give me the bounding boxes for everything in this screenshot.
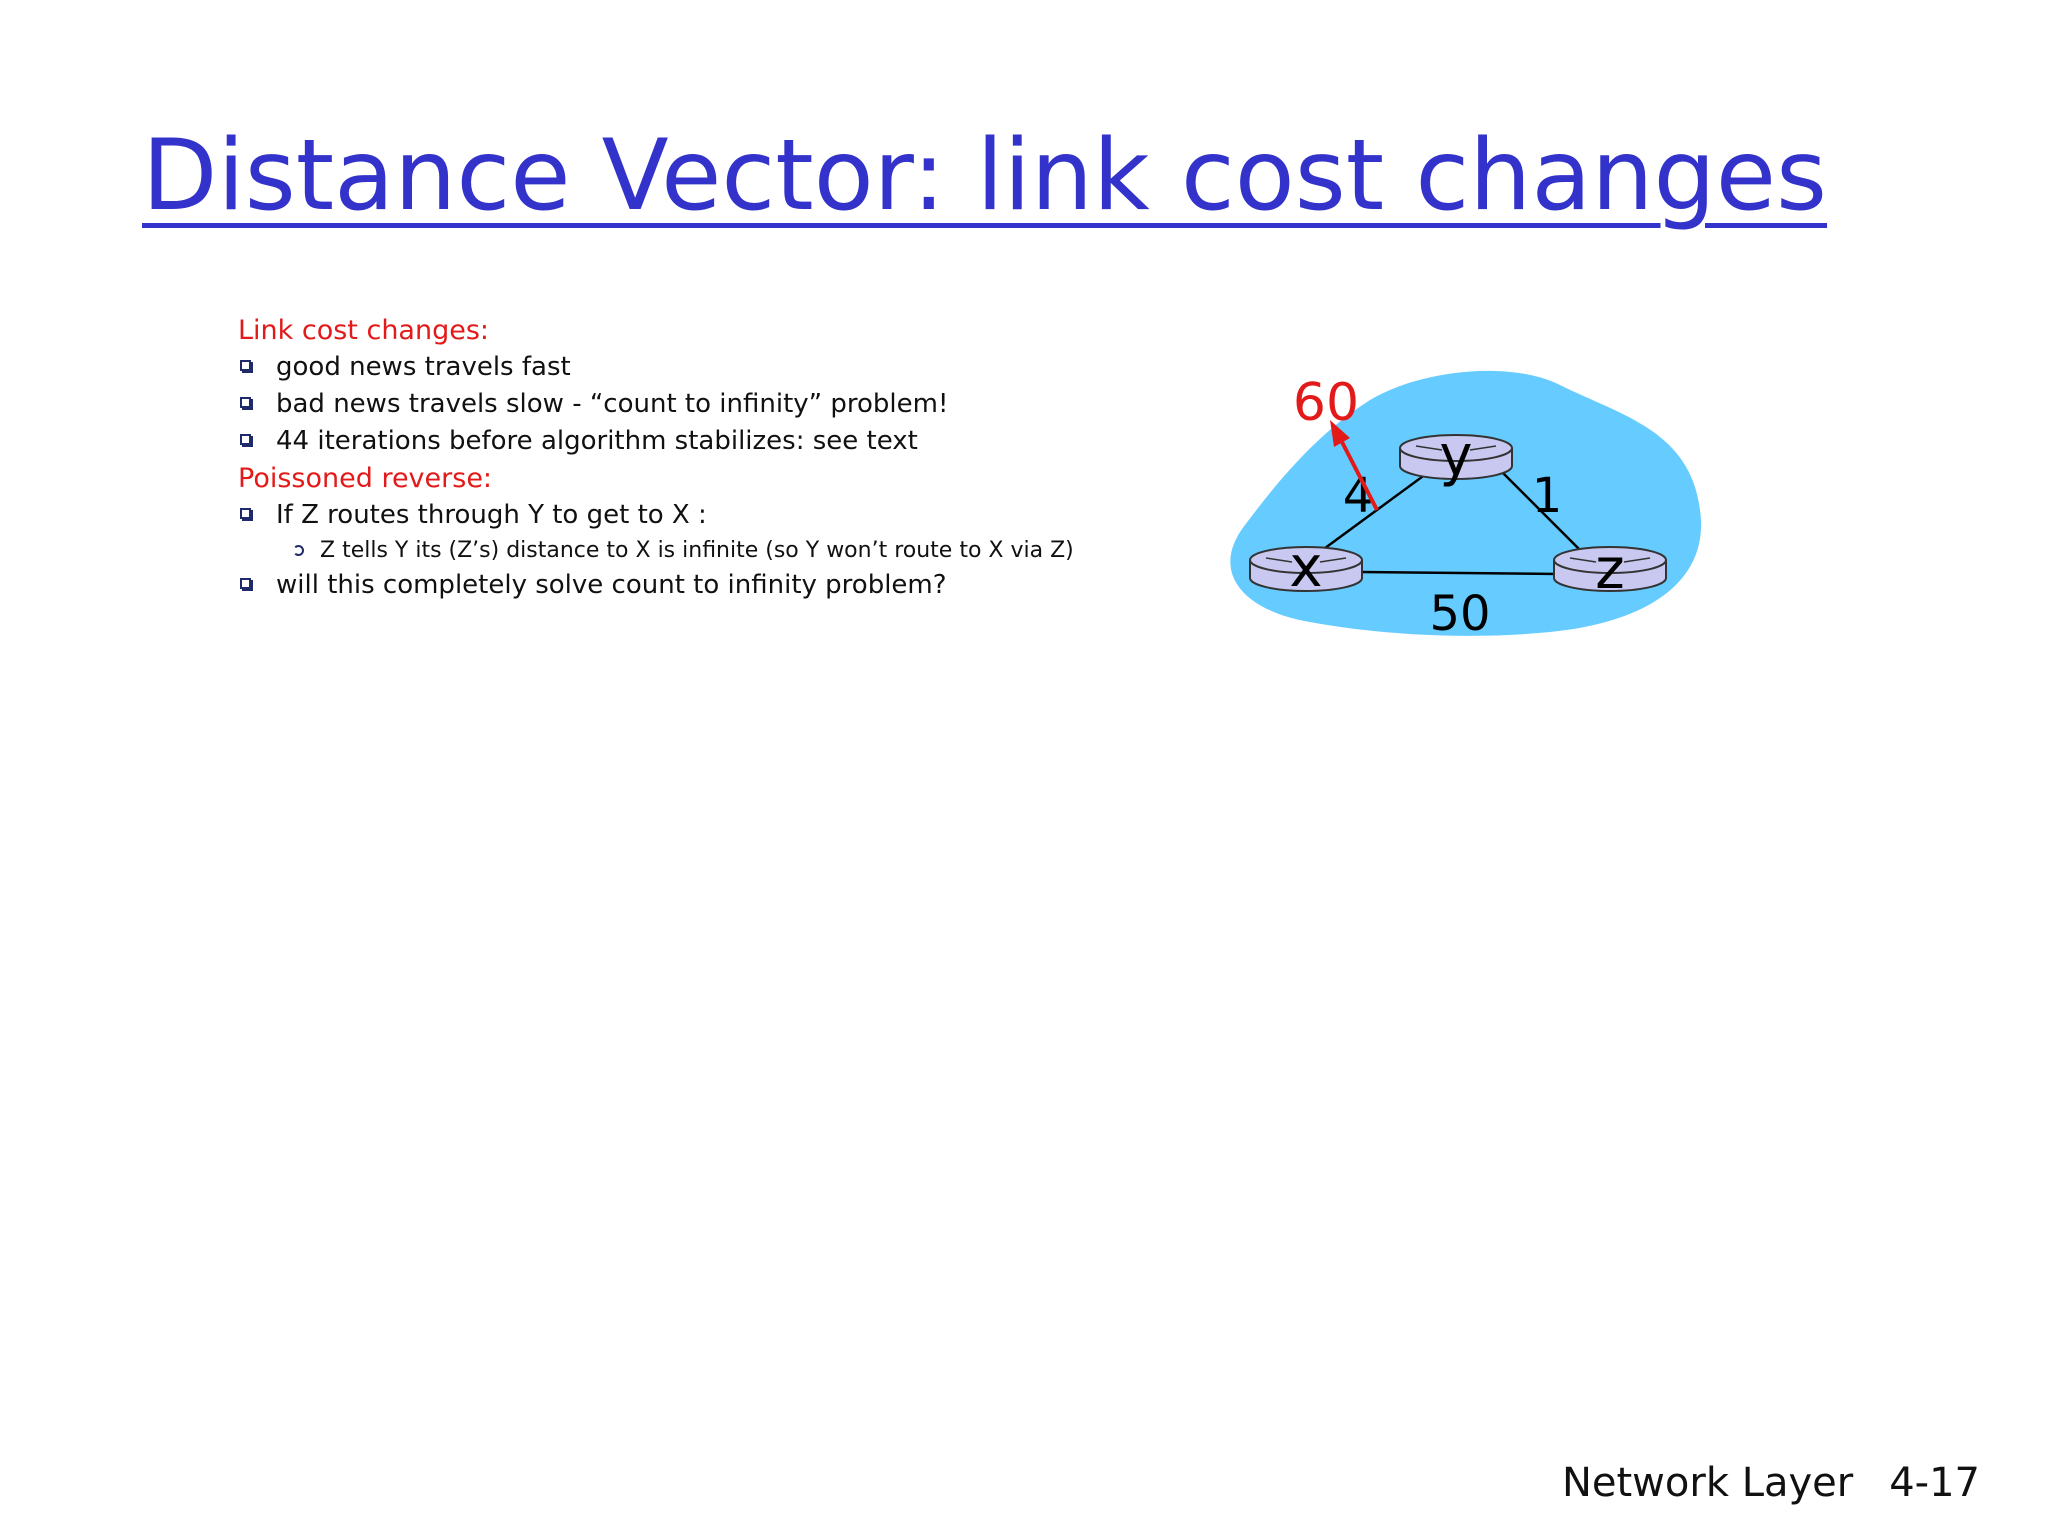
cost-x-y-label: 4 [1342,468,1374,524]
router-x-label: x [1289,535,1323,600]
sub-bullet-text: Z tells Y its (Z’s) distance to X is infinite (so Y won’t route to X via Z) [320,538,1074,563]
square-bullet-icon [240,397,251,408]
heading-poisoned-reverse: Poissoned reverse: [238,463,493,494]
bullet-iterations [238,423,1238,460]
square-bullet-icon [240,360,251,371]
sub-bullet-z-tells-y [238,534,1238,567]
network-diagram [1220,360,1740,680]
slide-title: Distance Vector: link cost changes [142,119,1828,233]
bullet-text: good news travels fast [276,352,571,382]
bullet-z-routes [238,497,1238,534]
bullet-bad-news [238,386,1238,423]
ring-bullet-icon [293,545,304,556]
square-bullet-icon [240,508,251,519]
bullet-text: If Z routes through Y to get to X : [276,500,707,530]
heading-link-cost-changes: Link cost changes: [238,315,490,346]
bullet-good-news [238,349,1238,386]
cost-x-z-label: 50 [1429,586,1491,642]
cost-y-z-label: 1 [1531,468,1563,524]
router-z-label: z [1595,537,1625,602]
router-y-label: y [1439,424,1473,489]
slide-footer [1562,1460,1980,1506]
bullet-text: 44 iterations before algorithm stabilizes: see text [276,426,918,456]
bullet-text: bad news travels slow - “count to infinity” problem! [276,389,949,419]
bullet-text: will this completely solve count to infinity problem? [276,570,947,600]
footer-page-number: 4-17 [1889,1460,1980,1506]
square-bullet-icon [240,434,251,445]
bullet-solve-question [238,567,1238,604]
square-bullet-icon [240,578,251,589]
footer-section: Network Layer [1561,1460,1854,1506]
slide-content [238,312,1238,604]
changed-cost-label: 60 [1292,373,1360,433]
